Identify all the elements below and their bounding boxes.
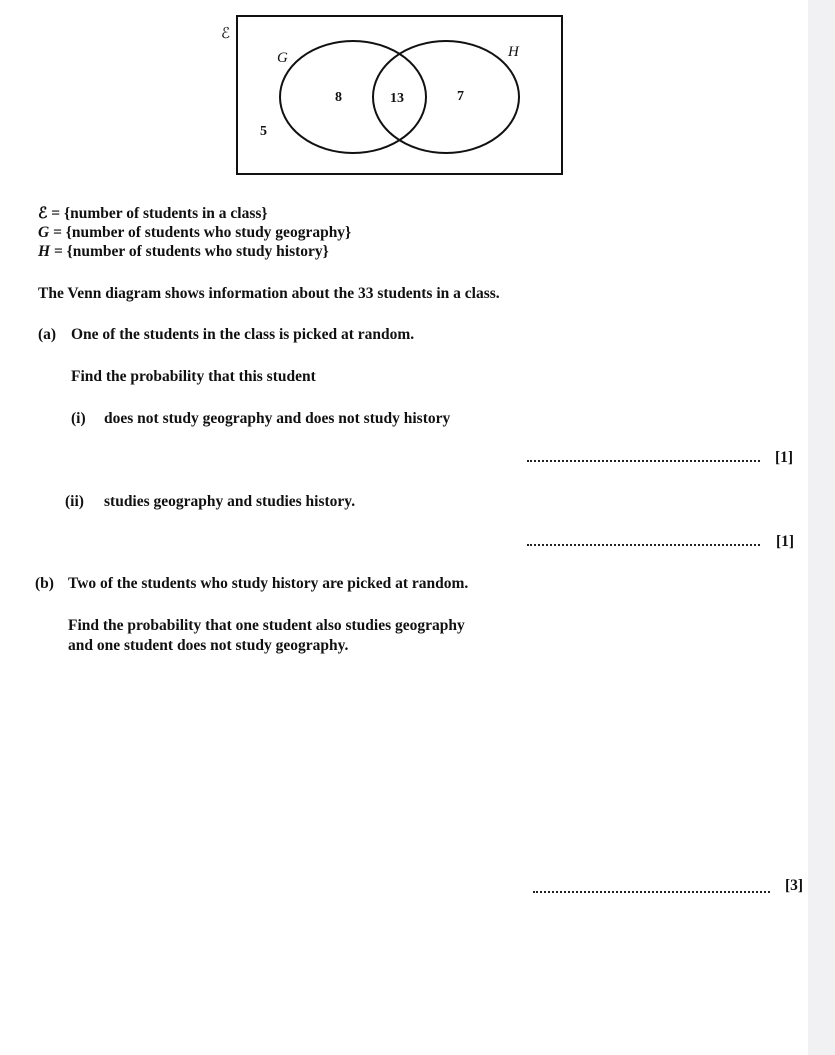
- part-b-text: Two of the students who study history are picked at random.: [68, 575, 469, 592]
- marks-b: [3]: [785, 877, 804, 894]
- region-only-h-value: 7: [457, 89, 464, 104]
- definition-h-symbol: H: [38, 243, 51, 260]
- definition-g: [38, 223, 351, 242]
- region-intersection-value: 13: [390, 91, 404, 106]
- definition-universal: [38, 204, 268, 223]
- part-b-instruction-line2: and one student does not study geography.: [68, 637, 349, 654]
- marks-a-ii: [1]: [776, 533, 795, 550]
- region-only-g-value: 8: [335, 90, 342, 105]
- answer-line-b[interactable]: [533, 891, 770, 893]
- part-b-label: (b): [35, 575, 54, 592]
- part-a-text: One of the students in the class is picked at random.: [71, 326, 415, 343]
- question-intro: The Venn diagram shows information about the 33 students in a class.: [38, 285, 500, 302]
- part-a-i-text: does not study geography and does not study history: [104, 410, 451, 427]
- right-margin-strip: [808, 0, 835, 1055]
- part-b-instruction-line1: Find the probability that one student also studies geography: [68, 617, 465, 634]
- definition-h: [38, 242, 329, 261]
- definition-g-symbol: G: [38, 224, 50, 241]
- part-a-label: (a): [38, 326, 57, 343]
- definition-g-text: = {number of students who study geography}: [49, 224, 352, 241]
- marks-a-i: [1]: [775, 449, 794, 466]
- venn-diagram: [210, 8, 570, 180]
- region-neither-value: 5: [260, 124, 267, 139]
- definition-universal-symbol: ℰ: [38, 205, 48, 222]
- answer-line-a-ii[interactable]: [527, 544, 760, 546]
- part-a-ii-label: (ii): [65, 493, 84, 510]
- part-a-i-label: (i): [71, 410, 86, 427]
- definition-h-text: = {number of students who study history}: [50, 243, 329, 260]
- part-a-instruction: Find the probability that this student: [71, 368, 316, 385]
- definition-universal-text: = {number of students in a class}: [47, 205, 268, 222]
- answer-line-a-i[interactable]: [527, 460, 760, 462]
- set-g-circle: [280, 41, 426, 153]
- set-g-label: G: [277, 50, 288, 66]
- set-h-label: H: [508, 44, 519, 60]
- part-a-ii-text: studies geography and studies history.: [104, 493, 356, 510]
- universal-symbol: ℰ: [221, 26, 231, 42]
